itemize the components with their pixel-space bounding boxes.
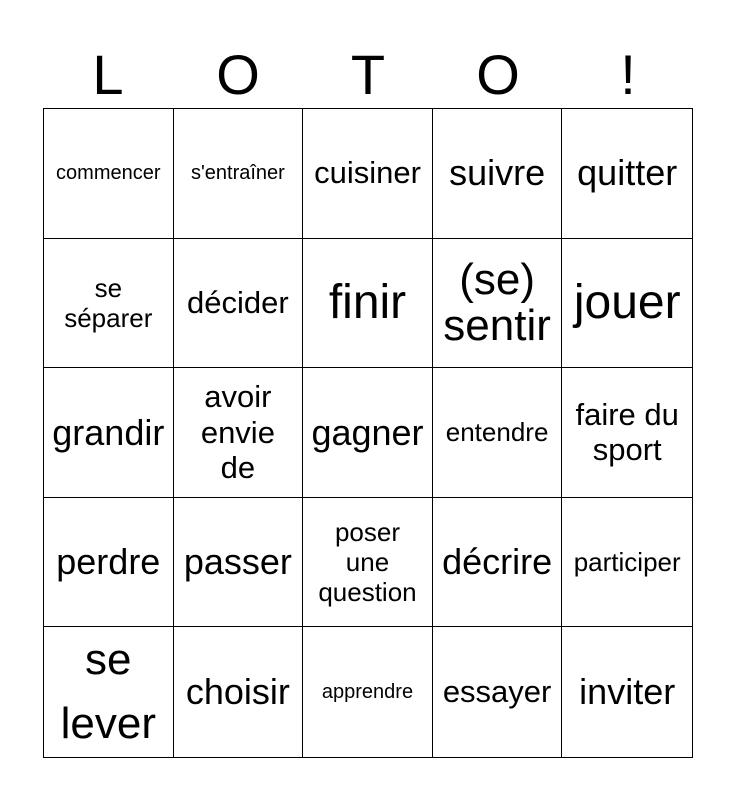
bingo-cell[interactable]: [174, 627, 304, 757]
cell-label: avoir envie de: [200, 378, 275, 486]
bingo-cell[interactable]: [303, 239, 433, 369]
cell-label: choisir: [185, 671, 290, 713]
bingo-cell[interactable]: [44, 239, 174, 369]
cell-label: poser une question: [318, 516, 417, 608]
cell-label: quitter: [577, 152, 678, 194]
cell-label: (se) sentir: [443, 254, 551, 350]
bingo-cell[interactable]: [303, 627, 433, 757]
bingo-board: [43, 108, 693, 758]
cell-label: gagner: [311, 411, 424, 453]
cell-label: perdre: [56, 541, 161, 583]
cell-label: finir: [328, 276, 407, 330]
bingo-cell[interactable]: [44, 368, 174, 498]
title-row: [43, 42, 693, 108]
cell-label: essayer: [442, 674, 552, 710]
bingo-cell[interactable]: [433, 498, 563, 628]
title-letter-exclamation: !: [620, 43, 636, 106]
title-letter-o: O: [216, 43, 260, 106]
bingo-cell[interactable]: [174, 498, 304, 628]
cell-label: se séparer: [64, 272, 153, 333]
cell-label: jouer: [573, 276, 681, 330]
bingo-cell[interactable]: [44, 627, 174, 757]
title-letter-t: T: [350, 43, 386, 106]
title-letter-o-2: O: [476, 43, 520, 106]
cell-label: décrire: [442, 541, 553, 583]
bingo-cell[interactable]: [433, 627, 563, 757]
bingo-cell[interactable]: [562, 498, 692, 628]
bingo-cell[interactable]: [174, 368, 304, 498]
cell-label: apprendre: [321, 680, 414, 703]
cell-label: entendre: [445, 417, 549, 448]
bingo-cell[interactable]: [562, 627, 692, 757]
cell-label: décider: [187, 284, 289, 320]
bingo-cell[interactable]: [433, 368, 563, 498]
cell-label: commencer: [56, 161, 161, 184]
bingo-cell[interactable]: [433, 239, 563, 369]
bingo-cell[interactable]: [44, 109, 174, 239]
bingo-cell[interactable]: [44, 498, 174, 628]
cell-label: suivre: [449, 152, 546, 194]
cell-label: faire du sport: [575, 396, 679, 468]
bingo-cell[interactable]: [433, 109, 563, 239]
cell-label: passer: [183, 541, 292, 583]
bingo-cell[interactable]: [174, 109, 304, 239]
cell-label: grandir: [52, 411, 165, 453]
bingo-cell[interactable]: [303, 368, 433, 498]
bingo-cell[interactable]: [303, 109, 433, 239]
bingo-cell[interactable]: [303, 498, 433, 628]
cell-label: participer: [573, 547, 681, 578]
cell-label: cuisiner: [314, 155, 421, 191]
cell-label: s'entraîner: [190, 161, 285, 184]
bingo-cell[interactable]: [562, 109, 692, 239]
bingo-cell[interactable]: [174, 239, 304, 369]
bingo-cell[interactable]: [562, 239, 692, 369]
cell-label: se lever: [60, 635, 156, 749]
cell-label: inviter: [579, 671, 676, 713]
title-letter-l: L: [92, 43, 124, 106]
bingo-cell[interactable]: [562, 368, 692, 498]
